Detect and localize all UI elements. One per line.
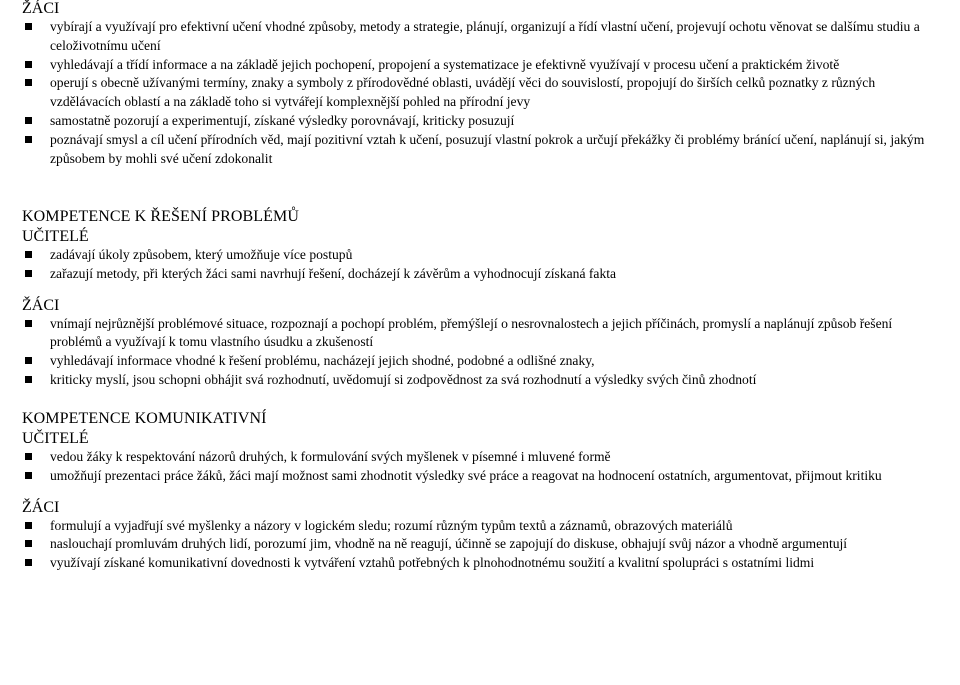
square-bullet-icon <box>25 23 32 30</box>
list-item <box>22 74 946 112</box>
list-item-text: vybírají a využívají pro efektivní učení vhodné způsoby, metody a strategie, plánují, organizují a řídí vlastní učení, projevují ochotu věnovat se dalšímu studiu a celoživotnímu učení <box>50 19 920 53</box>
heading-problem-solving: KOMPETENCE K ŘEŠENÍ PROBLÉMŮ <box>22 208 300 225</box>
list-item <box>22 467 946 486</box>
square-bullet-icon <box>25 251 32 258</box>
square-bullet-icon <box>25 376 32 383</box>
list-item <box>22 371 946 390</box>
list-item <box>22 315 946 353</box>
square-bullet-icon <box>25 117 32 124</box>
bullet-list-teachers-problem <box>22 246 946 284</box>
bullet-list-teachers-communication <box>22 448 946 486</box>
list-item <box>22 554 946 573</box>
square-bullet-icon <box>25 320 32 327</box>
list-item <box>22 131 946 169</box>
list-item <box>22 352 946 371</box>
list-item-text: zařazují metody, při kterých žáci sami navrhují řešení, docházejí k závěrům a vyhodnocují získaná fakta <box>50 265 617 281</box>
square-bullet-icon <box>25 270 32 277</box>
list-item-text: využívají získané komunikativní dovednosti k vytváření vztahů potřebných k plnohodnotnému soužití a kvalitní spolupráci s ostatními lidmi <box>50 555 815 571</box>
section-pupils-learning <box>22 0 946 168</box>
list-item-text: poznávají smysl a cíl učení přírodních věd, mají pozitivní vztah k učení, posuzují vlastní pokrok a určují překážky či problémy bránící učení, naplánují si, jakým způsobem by mohli své učení zdokonalit <box>50 131 925 166</box>
list-item-text: vedou žáky k respektování názorů druhých, k formulování svých myšlenek v písemné i mluvené formě <box>50 449 611 464</box>
list-item-text: vyhledávají informace vhodné k řešení problému, nacházejí jejich shodné, podobné a odlišné znaky, <box>50 353 595 369</box>
bullet-list-pupils-learning <box>22 18 946 168</box>
square-bullet-icon <box>25 357 32 364</box>
list-item-text: formulují a vyjadřují své myšlenky a názory v logickém sledu; rozumí různým typům textů a záznamů, obrazových materiálů <box>50 517 733 533</box>
subheading-pupils: ŽÁCI <box>22 296 60 314</box>
list-item-text: zadávají úkoly způsobem, který umožňuje více postupů <box>50 247 353 262</box>
square-bullet-icon <box>25 540 32 547</box>
list-item-text: operují s obecně užívanými termíny, znaky a symboly z přírodovědné oblasti, uvádějí věci do souvislostí, propojují do širších celků poznatky z různých vzdělávacích oblastí a na základě toho si vytvářejí komplexnější pohled na přírodní jevy <box>50 75 876 110</box>
list-item <box>22 18 946 56</box>
square-bullet-icon <box>25 522 32 529</box>
subheading-teachers: UČITELÉ <box>22 228 89 245</box>
list-item-text: naslouchají promluvám druhých lidí, porozumí jim, vhodně na ně reagují, účinně se zapojují do diskuse, obhajují svůj názor a vhodně argumentují <box>50 536 848 552</box>
square-bullet-icon <box>25 61 32 68</box>
bullet-list-pupils-problem <box>22 315 946 390</box>
square-bullet-icon <box>25 136 32 143</box>
list-item-text: samostatně pozorují a experimentují, získané výsledky porovnávají, kriticky posuzují <box>50 112 515 128</box>
list-item-text: umožňují prezentaci práce žáků, žáci mají možnost sami zhodnotit výsledky své práce a reagovat na hodnocení ostatních, argumentovat, přijmout kritiku <box>50 467 882 483</box>
list-item-text: vnímají nejrůznější problémové situace, rozpoznají a pochopí problém, přemýšlejí o nesrovnalostech a jejich příčinách, promyslí a naplánují způsob řešení problémů a využívají k tomu vlastního úsudku a zkušeností <box>50 315 893 350</box>
list-item <box>22 265 946 284</box>
subheading-teachers: UČITELÉ <box>22 430 89 447</box>
section-communication <box>22 410 946 573</box>
square-bullet-icon <box>25 559 32 566</box>
square-bullet-icon <box>25 453 32 460</box>
heading-communication: KOMPETENCE KOMUNIKATIVNÍ <box>22 410 267 427</box>
list-item-text: vyhledávají a třídí informace a na základě jejich pochopení, propojení a systematizace je efektivně využívají v procesu učení a praktickém životě <box>50 56 840 72</box>
list-item <box>22 535 946 554</box>
section-problem-solving <box>22 208 946 390</box>
list-item-text: kriticky myslí, jsou schopni obhájit svá rozhodnutí, uvědomují si zodpovědnost za svá rozhodnutí a výsledky svých činů zhodnotí <box>50 371 757 387</box>
list-item <box>22 246 946 265</box>
square-bullet-icon <box>25 79 32 86</box>
list-item <box>22 517 946 536</box>
list-item <box>22 112 946 131</box>
bullet-list-pupils-communication <box>22 517 946 573</box>
list-item <box>22 56 946 75</box>
square-bullet-icon <box>25 472 32 479</box>
subheading-pupils: ŽÁCI <box>22 0 60 17</box>
list-item <box>22 448 946 467</box>
subheading-pupils: ŽÁCI <box>22 498 60 516</box>
